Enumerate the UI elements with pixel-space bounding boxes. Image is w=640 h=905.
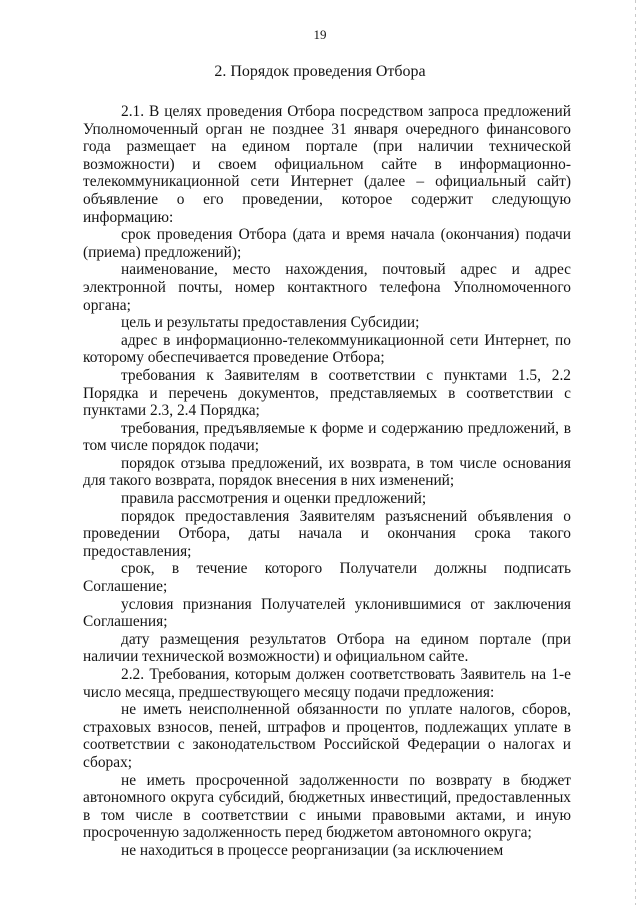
page-number: 19	[313, 27, 327, 42]
paragraph: требования к Заявителям в соответствии с пунктами 1.5, 2.2 Порядка и перечень документов, представляемых в соответствии с пунктами 2.3, 2.4 Порядка;	[83, 366, 571, 420]
paragraph: цель и результаты предоставления Субсидии;	[121, 314, 420, 332]
paragraph: срок проведения Отбора (дата и время начала (окончания) подачи (приема) предложений);	[83, 226, 571, 261]
document-body	[83, 103, 571, 860]
paragraph: порядок предоставления Заявителям разъяснений объявления о проведении Отбора, даты начала и окончания срока такого предоставления;	[83, 507, 571, 560]
paragraph: дату размещения результатов Отбора на едином портале (при наличии технической возможности) и официальном сайте.	[83, 630, 571, 666]
paragraph: не иметь неисполненной обязанности по уплате налогов, сборов, страховых взносов, пеней, штрафов и процентов, подлежащих уплате в соответствии с законодательством Российской Федерации о налогах и сборах;	[83, 701, 571, 771]
paragraph: адрес в информационно-телекоммуникационной сети Интернет, по которому обеспечивается проведение Отбора;	[83, 331, 571, 367]
paragraph: срок, в течение которого Получатели должны подписать Соглашение;	[83, 560, 571, 596]
scan-edge-line	[635, 0, 636, 905]
paragraph: 2.1. В целях проведения Отбора посредством запроса предложений Уполномоченный орган не позднее 31 января очередного финансового года размещает на едином портале (при наличии технической возможности) и своем официальном сайте в информационно-телекоммуникационной сети Интернет (далее – официальный сайт) объявление о его проведении, которое содержит следующую информацию:	[83, 103, 571, 226]
paragraph: правила рассмотрения и оценки предложений;	[121, 490, 427, 508]
paragraph: не находиться в процессе реорганизации (за исключением	[121, 841, 504, 859]
paragraph: условия признания Получателей уклонившимися от заключения Соглашения;	[83, 595, 571, 631]
paragraph: не иметь просроченной задолженности по возврату в бюджет автономного округа субсидий, бюджетных инвестиций, предоставленных в том числе в соответствии с иными правовыми актами, и иную просроченную задолженность перед бюджетом автономного округа;	[83, 771, 571, 842]
paragraph: порядок отзыва предложений, их возврата, в том числе основания для такого возврата, порядок внесения в них изменений;	[83, 454, 571, 490]
section-title: 2. Порядок проведения Отбора	[214, 63, 426, 80]
paragraph: наименование, место нахождения, почтовый адрес и адрес электронной почты, номер контактного телефона Уполномоченного органа;	[83, 261, 571, 314]
paragraph: 2.2. Требования, которым должен соответствовать Заявитель на 1-е число месяца, предшествующего месяцу подачи предложения:	[83, 666, 571, 701]
paragraph: требования, предъявляемые к форме и содержанию предложений, в том числе порядок подачи;	[83, 419, 571, 455]
